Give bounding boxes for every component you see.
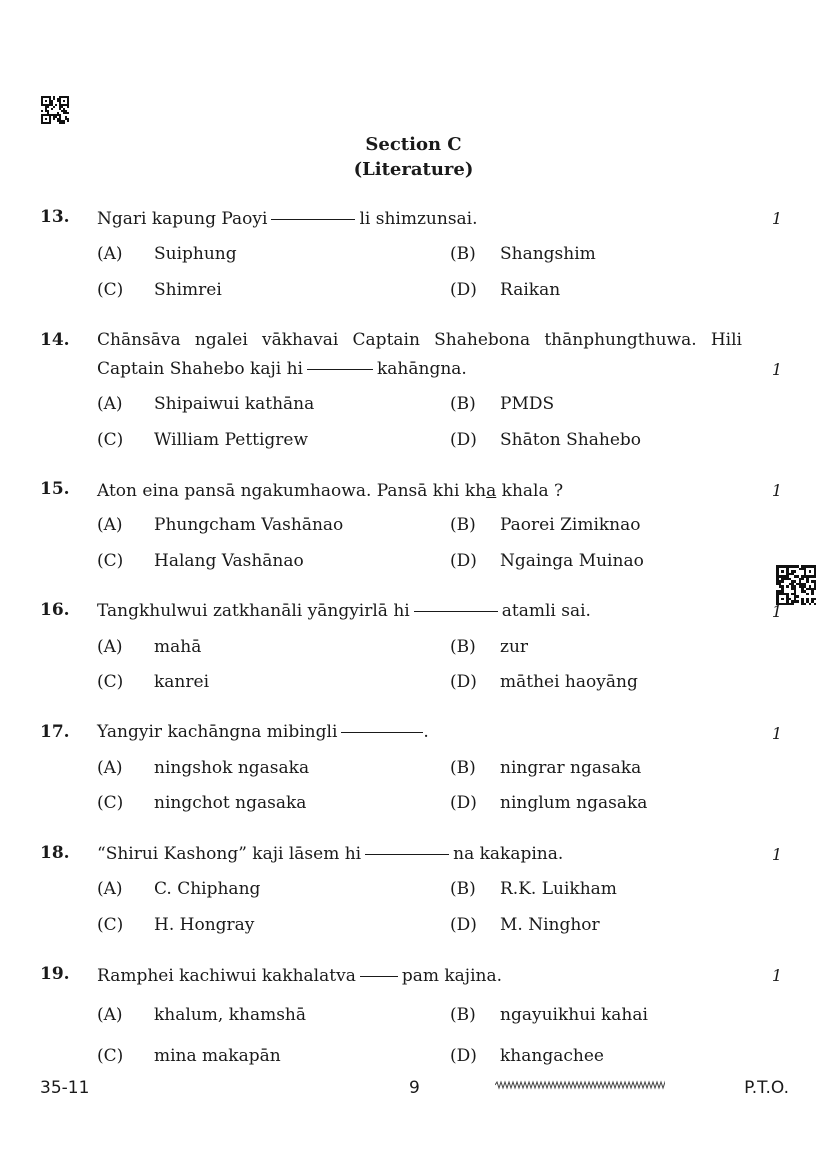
- pto-label: P.T.O.: [744, 1078, 789, 1098]
- marks: 1: [771, 724, 782, 743]
- question-number: 17.: [40, 722, 70, 742]
- option-text: ninglum ngasaka: [500, 793, 648, 813]
- option-letter: (A): [97, 515, 123, 535]
- option-letter: (B): [450, 1005, 476, 1025]
- option-text: kanrei: [154, 672, 210, 692]
- answer-blank: [414, 610, 498, 612]
- question-number: 15.: [40, 479, 70, 499]
- question-number: 14.: [40, 330, 70, 350]
- option-text: C. Chiphang: [154, 879, 261, 899]
- option-letter: (C): [97, 430, 124, 450]
- option-text: M. Ninghor: [500, 915, 600, 935]
- wave-line-icon: [495, 1080, 665, 1090]
- option-text: Paorei Zimiknao: [500, 515, 641, 535]
- section-title: Section C: [365, 134, 462, 155]
- question-number: 16.: [40, 600, 70, 620]
- option-text: Ngainga Muinao: [500, 551, 644, 571]
- option-letter: (C): [97, 280, 124, 300]
- option-text: mina makapān: [154, 1046, 281, 1066]
- marks: 1: [771, 360, 782, 379]
- marks: 1: [771, 602, 782, 621]
- question-text: Ramphei kachiwui kakhalatva pam kajina.: [97, 966, 503, 986]
- option-text: zur: [500, 637, 529, 657]
- page-number: 9: [409, 1078, 420, 1098]
- option-letter: (D): [450, 915, 477, 935]
- option-text: William Pettigrew: [154, 430, 309, 450]
- option-letter: (A): [97, 879, 123, 899]
- answer-blank: [271, 218, 355, 220]
- option-text: khalum, khamshā: [154, 1005, 307, 1025]
- option-text: PMDS: [500, 394, 555, 414]
- option-text: ngayuikhui kahai: [500, 1005, 648, 1025]
- option-text: Raikan: [500, 280, 561, 300]
- option-letter: (B): [450, 244, 476, 264]
- option-letter: (D): [450, 672, 477, 692]
- option-text: Suiphung: [154, 244, 237, 264]
- question-number: 19.: [40, 964, 70, 984]
- option-letter: (C): [97, 793, 124, 813]
- answer-blank: [307, 368, 373, 370]
- option-text: Shangshim: [500, 244, 596, 264]
- qr-code-icon: [776, 565, 816, 605]
- option-text: H. Hongray: [154, 915, 255, 935]
- option-letter: (C): [97, 915, 124, 935]
- question-text: Tangkhulwui zatkhanāli yāngyirlā hi atamli sai.: [97, 601, 591, 621]
- option-letter: (A): [97, 758, 123, 778]
- option-letter: (C): [97, 551, 124, 571]
- question-text: Aton eina pansā ngakumhaowa. Pansā khi kha khala ?: [97, 481, 564, 501]
- option-text: mahā: [154, 637, 202, 657]
- question-text: Chānsāva ngalei vākhavai Captain Shahebona thānphungthuwa. Hili Captain Shahebo kaji hi kahāngna.: [97, 330, 742, 379]
- option-text: Phungcham Vashānao: [154, 515, 344, 535]
- option-letter: (A): [97, 244, 123, 264]
- option-letter: (C): [97, 1046, 124, 1066]
- option-letter: (D): [450, 551, 477, 571]
- option-letter: (D): [450, 430, 477, 450]
- option-text: Shipaiwui kathāna: [154, 394, 315, 414]
- section-subtitle: (Literature): [353, 159, 474, 180]
- option-text: khangachee: [500, 1046, 604, 1066]
- question-text: “Shirui Kashong” kaji lāsem hi na kakapina.: [97, 844, 564, 864]
- paper-code: 35-11: [40, 1078, 90, 1098]
- option-letter: (D): [450, 793, 477, 813]
- question-text: Yangyir kachāngna mibingli .: [97, 722, 429, 742]
- question-number: 18.: [40, 843, 70, 863]
- question-number: 13.: [40, 207, 70, 227]
- option-letter: (B): [450, 879, 476, 899]
- option-letter: (A): [97, 637, 123, 657]
- option-text: R.K. Luikham: [500, 879, 617, 899]
- option-letter: (A): [97, 394, 123, 414]
- option-letter: (D): [450, 1046, 477, 1066]
- option-text: māthei haoyāng: [500, 672, 638, 692]
- option-letter: (B): [450, 637, 476, 657]
- option-text: Halang Vashānao: [154, 551, 304, 571]
- marks: 1: [771, 481, 782, 500]
- option-text: Shimrei: [154, 280, 222, 300]
- option-letter: (D): [450, 280, 477, 300]
- option-letter: (B): [450, 515, 476, 535]
- option-letter: (B): [450, 758, 476, 778]
- option-letter: (A): [97, 1005, 123, 1025]
- answer-blank: [341, 731, 423, 733]
- marks: 1: [771, 966, 782, 985]
- option-letter: (B): [450, 394, 476, 414]
- answer-blank: [365, 853, 449, 855]
- answer-blank: [360, 975, 398, 977]
- question-text: Ngari kapung Paoyi li shimzunsai.: [97, 209, 478, 229]
- marks: 1: [771, 209, 782, 228]
- option-text: ningrar ngasaka: [500, 758, 642, 778]
- qr-code-icon: [41, 96, 69, 124]
- option-text: ningchot ngasaka: [154, 793, 307, 813]
- marks: 1: [771, 845, 782, 864]
- option-text: Shāton Shahebo: [500, 430, 642, 450]
- option-letter: (C): [97, 672, 124, 692]
- option-text: ningshok ngasaka: [154, 758, 310, 778]
